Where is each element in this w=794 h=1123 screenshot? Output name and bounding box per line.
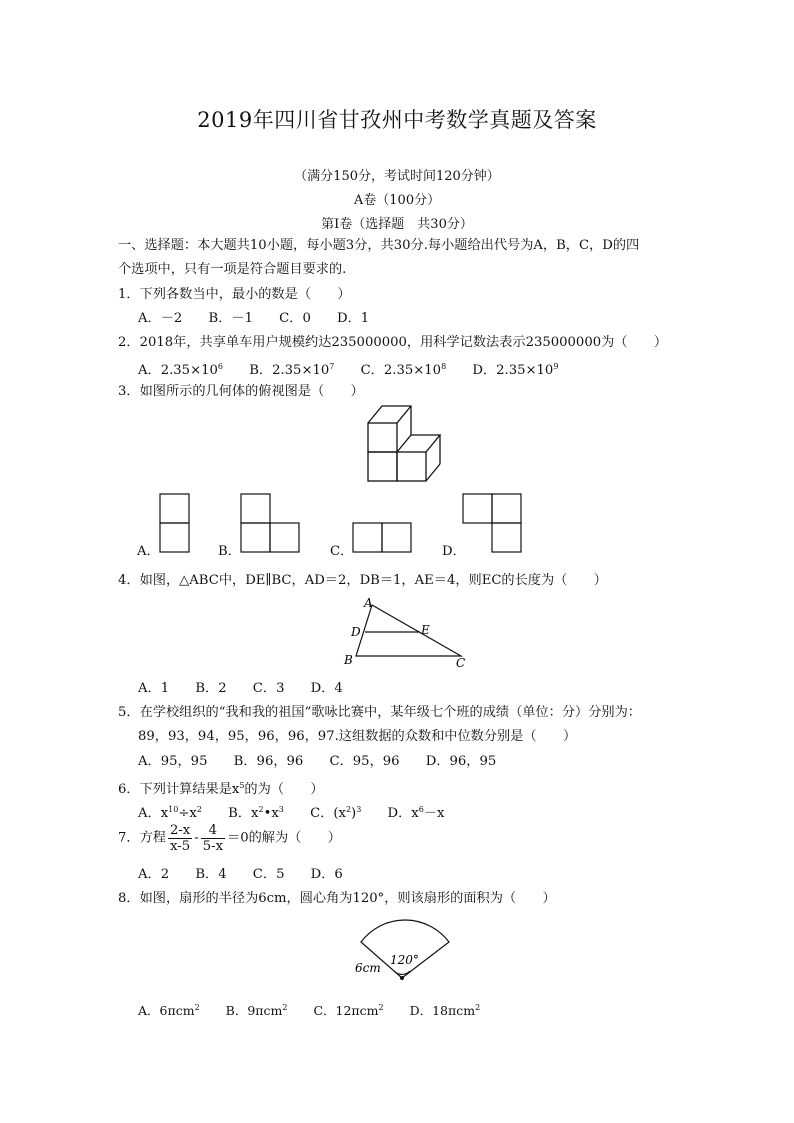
option-c: C．12πcm$^2$ — [313, 1003, 384, 1018]
option-b: B．9πcm$^2$ — [225, 1003, 288, 1018]
option-a: A．6πcm$^2$ — [138, 1003, 200, 1018]
option-c: C．$2.35\times 10^8$ — [360, 362, 447, 378]
option-c: C．5 — [252, 867, 285, 882]
option-b: B．－1 — [208, 311, 253, 326]
part-heading: 第Ⅰ卷（选择题 共30分） — [321, 217, 473, 232]
option-b: B．2 — [195, 681, 227, 696]
q3-option-a-label: A． — [137, 544, 160, 559]
option-c: C．3 — [252, 681, 285, 696]
option-a: A．－2 — [138, 311, 183, 326]
option-c: C．95，96 — [329, 754, 400, 769]
volume-heading: A卷（100分） — [353, 193, 441, 208]
option-d: D．4 — [310, 681, 343, 696]
point-e-label: E — [421, 623, 430, 637]
angle-label: 120° — [390, 953, 419, 967]
point-a-label: A — [364, 596, 373, 610]
question-1-options — [138, 310, 391, 328]
option-a: A．2 — [138, 867, 170, 882]
option-d: D．$2.35\times 10^9$ — [472, 362, 559, 378]
fraction-1: $\frac{2-x}{x-5}$ — [169, 823, 191, 854]
question-2-options — [138, 358, 580, 380]
question-2-stem: 2．2018年，共享单车用户规模约达235000000，用科学记数法表示235000000为（ ） — [118, 335, 668, 350]
radius-label: 6cm — [355, 961, 381, 975]
option-b: B．$x^2•x^3$ — [228, 805, 284, 821]
option-d: D．6 — [310, 867, 343, 882]
point-c-label: C — [456, 656, 466, 670]
question-5-options — [138, 753, 518, 771]
question-4-stem: 4．如图，△ABC中，DE∥BC，AD＝2，DB＝1，AE＝4，则EC的长度为（ ） — [118, 573, 607, 588]
option-c: C．$(x^2)^3$ — [310, 805, 362, 821]
point-d-label: D — [351, 625, 361, 639]
question-6-stem: 6．下列计算结果是$x^5$的为（ ） — [118, 781, 324, 797]
question-8-stem: 8．如图，扇形的半径为6cm，圆心角为120°，则该扇形的面积为（ ） — [118, 891, 556, 906]
section-intro-cont: 个选项中，只有一项是符合题目要求的. — [118, 262, 347, 277]
sector-figure — [350, 914, 480, 984]
q3-option-b-figure — [240, 493, 302, 553]
page-title: 2019年四川省甘孜州中考数学真题及答案 — [197, 108, 597, 132]
question-7-options — [138, 866, 365, 884]
question-4-options — [138, 680, 365, 698]
option-d: D．$x^6-x$ — [387, 805, 445, 821]
q3-option-c-figure — [352, 522, 414, 554]
question-6-options — [138, 801, 466, 823]
q3-option-c-label: C． — [330, 544, 354, 559]
q3-option-d-figure — [462, 493, 524, 553]
question-7-stem: 7．方程 $\frac{2-x}{x-5}$ - $\frac{4}{5-x}$ ＝0的解为（ ） — [118, 823, 341, 854]
exam-info: （满分150分，考试时间120分钟） — [294, 169, 500, 184]
option-d: D．18πcm$^2$ — [409, 1003, 481, 1018]
question-1-stem: 1．下列各数当中，最小的数是（ ） — [118, 287, 351, 302]
option-b: B．96，96 — [233, 754, 304, 769]
question-8-options — [138, 999, 502, 1020]
q3-option-d-label: D． — [442, 544, 466, 559]
question-5-stem-cont: 89，93，94，95，96，96，97.这组数据的众数和中位数分别是（ ） — [138, 729, 577, 744]
option-b: B．4 — [195, 867, 227, 882]
q3-option-b-label: B． — [218, 544, 241, 559]
option-b: B．$2.35\times 10^7$ — [249, 362, 335, 378]
option-c: C．0 — [279, 311, 311, 326]
section-intro: 一、选择题：本大题共10小题，每小题3分，共30分.每小题给出代号为A，B，C，D的四 — [118, 238, 640, 253]
question-5-stem: 5．在学校组织的“我和我的祖国”歌咏比赛中，某年级七个班的成绩（单位：分）分别为： — [118, 705, 641, 720]
option-a: A．95，95 — [138, 754, 208, 769]
option-a: A．$x^{10}\div x^2$ — [138, 805, 202, 821]
option-a: A．1 — [138, 681, 170, 696]
option-a: A．$2.35\times 10^6$ — [138, 362, 223, 378]
fraction-2: $\frac{4}{5-x}$ — [202, 823, 224, 854]
triangle-figure — [342, 596, 472, 668]
solid-figure — [365, 403, 445, 483]
point-b-label: B — [344, 653, 353, 667]
q3-option-a-figure — [159, 493, 191, 553]
question-3-stem: 3．如图所示的几何体的俯视图是（ ） — [118, 384, 364, 399]
option-d: D．96，95 — [425, 754, 497, 769]
option-d: D．1 — [337, 311, 370, 326]
